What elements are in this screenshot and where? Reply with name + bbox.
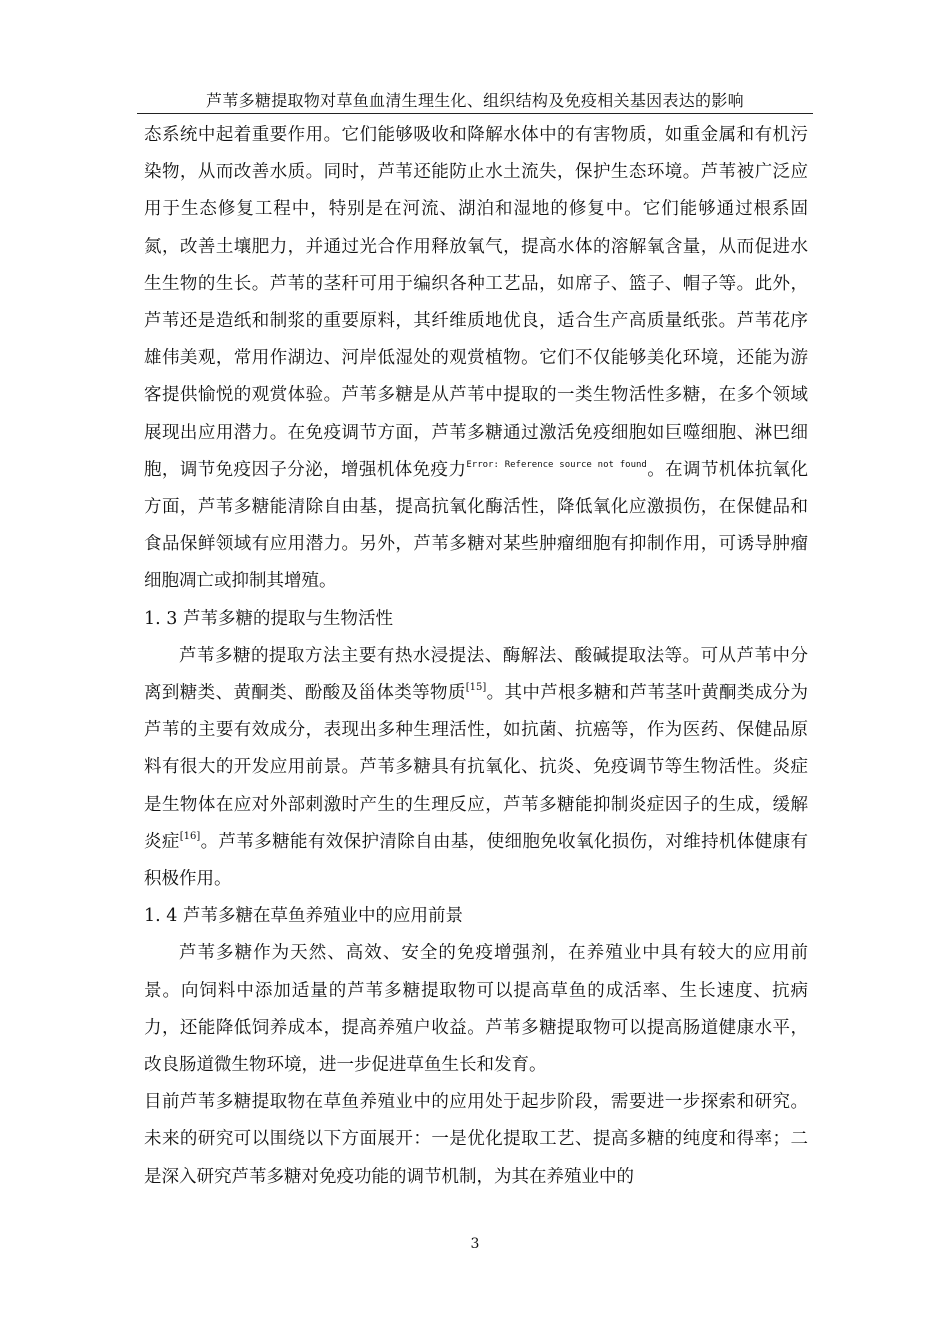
paragraph-text: 芦苇多糖作为天然、高效、安全的免疫增强剂，在养殖业中具有较大的应用前景。向饲料中添加适量的芦苇多糖提取物可以提高草鱼的成活率、生长速度、抗病力，还能降低饲养成本，提高养殖户收益。芦苇多糖提取物可以提高肠道健康水平，改良肠道微生物环境，进一步促进草鱼生长和发育。 [144, 943, 808, 1076]
section-heading: 1. 3 芦苇多糖的提取与生物活性 [144, 608, 393, 629]
paragraph-text: 。其中芦根多糖和芦苇茎叶黄酮类成分为芦苇的主要有效成分，表现出多种生理活性，如抗菌、抗癌等，作为医药、保健品原料有很大的开发应用前景。芦苇多糖具有抗氧化、抗炎、免疫调节等生物活性。炎症是生物体在应对外部刺激时产生的生理反应，芦苇多糖能抑制炎症因子的生成，缓解炎症 [144, 683, 808, 852]
paragraph [144, 117, 808, 601]
paragraph-text: 芦苇多糖的提取方法主要有热水浸提法、酶解法、酸碱提取法等。可从芦苇中分离到糖类、黄酮类、酚酸及甾体类等物质 [144, 645, 808, 704]
paragraph [144, 1084, 808, 1196]
section-heading: 1. 4 芦苇多糖在草鱼养殖业中的应用前景 [144, 906, 463, 927]
paragraph-text: 。在调节机体抗氧化方面，芦苇多糖能清除自由基，提高抗氧化酶活性，降低氧化应激损伤，在保健品和食品保鲜领域有应用潜力。另外，芦苇多糖对某些肿瘤细胞有抑制作用，可诱导肿瘤细胞凋亡或抑制其增殖。 [144, 459, 809, 592]
running-header: 芦苇多糖提取物对草鱼血清生理生化、组织结构及免疫相关基因表达的影响 [206, 91, 744, 110]
paragraph-text: 目前芦苇多糖提取物在草鱼养殖业中的应用处于起步阶段，需要进一步探索和研究。未来的研究可以围绕以下方面展开：一是优化提取工艺、提高多糖的纯度和得率；二是深入研究芦苇多糖对免疫功能的调节机制，为其在养殖业中的 [144, 1092, 808, 1187]
paragraph [144, 935, 808, 1084]
citation: [16] [179, 830, 201, 842]
paragraph-text: 态系统中起着重要作用。它们能够吸收和降解水体中的有害物质，如重金属和有机污染物，从而改善水质。同时，芦苇还能防止水土流失，保护生态环境。芦苇被广泛应用于生态修复工程中，特别是在河流、湖泊和湿地的修复中。它们能够通过根系固氮，改善土壤肥力，并通过光合作用释放氧气，提高水体的溶解氧含量，从而促进水生生物的生长。芦苇的茎秆可用于编织各种工艺品，如席子、篮子、帽子等。此外，芦苇还是造纸和制浆的重要原料，其纤维质地优良，适合生产高质量纸张。芦苇花序雄伟美观，常用作湖边、河岸低湿处的观赏植物。它们不仅能够美化环境，还能为游客提供愉悦的观赏体验。芦苇多糖是从芦苇中提取的一类生物活性多糖，在多个领域展现出应用潜力。在免疫调节方面，芦苇多糖通过激活免疫细胞如巨噬细胞、淋巴细胞，调节免疫因子分泌，增强机体免疫力 [144, 125, 808, 480]
header-rule [137, 113, 813, 114]
paragraph [144, 638, 808, 898]
paragraph-text: 。芦苇多糖能有效保护清除自由基，使细胞免收氧化损伤，对维持机体健康有积极作用。 [144, 831, 808, 890]
body-text [144, 117, 808, 1196]
page-number: 3 [470, 1236, 480, 1252]
citation-error: Error: Reference source not found [466, 459, 647, 470]
citation: [15] [465, 682, 487, 694]
